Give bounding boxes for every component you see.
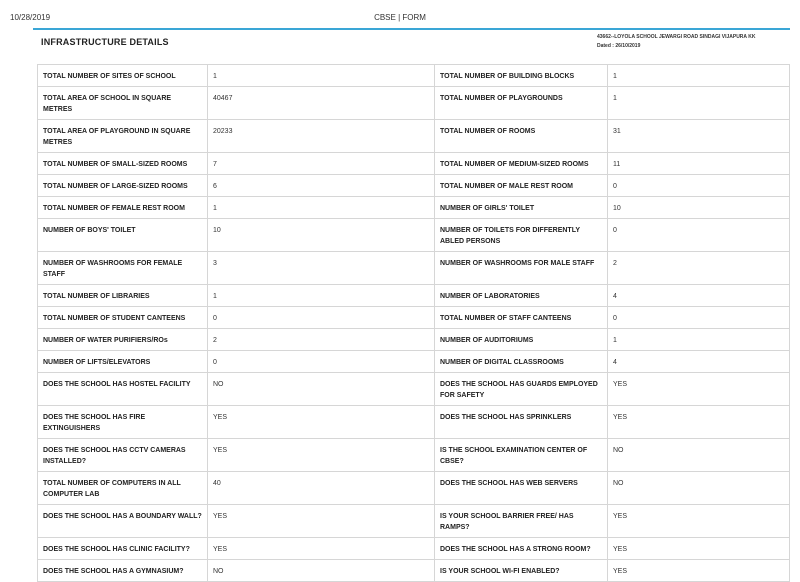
field-value: NO — [608, 472, 790, 505]
field-value: 2 — [208, 329, 435, 351]
table-row — [38, 87, 790, 120]
field-value: 0 — [208, 307, 435, 329]
field-value: NO — [208, 373, 435, 406]
field-value: 7 — [208, 153, 435, 175]
field-value: YES — [208, 538, 435, 560]
table-row — [38, 505, 790, 538]
field-value: 2 — [608, 252, 790, 285]
field-value: YES — [608, 406, 790, 439]
field-label: TOTAL NUMBER OF FEMALE REST ROOM — [38, 197, 208, 219]
table-row — [38, 406, 790, 439]
field-value: NO — [608, 439, 790, 472]
section-title: INFRASTRUCTURE DETAILS — [41, 37, 169, 47]
field-label: NUMBER OF TOILETS FOR DIFFERENTLY ABLED PERSONS — [435, 219, 608, 252]
field-label: DOES THE SCHOOL HAS SPRINKLERS — [435, 406, 608, 439]
field-label: DOES THE SCHOOL HAS HOSTEL FACILITY — [38, 373, 208, 406]
field-label: TOTAL NUMBER OF BUILDING BLOCKS — [435, 65, 608, 87]
table-row — [38, 197, 790, 219]
page-header-title: CBSE | FORM — [374, 13, 426, 22]
field-label: TOTAL NUMBER OF STUDENT CANTEENS — [38, 307, 208, 329]
field-value: 10 — [608, 197, 790, 219]
field-label: NUMBER OF DIGITAL CLASSROOMS — [435, 351, 608, 373]
field-label: TOTAL AREA OF SCHOOL IN SQUARE METRES — [38, 87, 208, 120]
field-label: TOTAL NUMBER OF SMALL-SIZED ROOMS — [38, 153, 208, 175]
field-value: 3 — [208, 252, 435, 285]
table-row — [38, 285, 790, 307]
field-label: IS YOUR SCHOOL BARRIER FREE/ HAS RAMPS? — [435, 505, 608, 538]
school-name-code: 43662--LOYOLA SCHOOL JEWARGI ROAD SINDAGI VIJAPURA KK — [597, 34, 756, 40]
field-label: DOES THE SCHOOL HAS A GYMNASIUM? — [38, 560, 208, 582]
field-label: IS THE SCHOOL EXAMINATION CENTER OF CBSE? — [435, 439, 608, 472]
field-value: 1 — [208, 197, 435, 219]
header-divider — [33, 28, 790, 30]
field-value: 11 — [608, 153, 790, 175]
field-value: NO — [208, 560, 435, 582]
table-row — [38, 351, 790, 373]
field-label: TOTAL NUMBER OF ROOMS — [435, 120, 608, 153]
field-label: NUMBER OF LIFTS/ELEVATORS — [38, 351, 208, 373]
field-value: 1 — [608, 329, 790, 351]
field-label: TOTAL AREA OF PLAYGROUND IN SQUARE METRES — [38, 120, 208, 153]
infrastructure-table-body — [38, 65, 790, 582]
field-label: NUMBER OF LABORATORIES — [435, 285, 608, 307]
field-label: DOES THE SCHOOL HAS FIRE EXTINGUISHERS — [38, 406, 208, 439]
field-value: YES — [608, 560, 790, 582]
school-info — [597, 33, 787, 51]
field-value: YES — [208, 406, 435, 439]
table-row — [38, 120, 790, 153]
field-value: YES — [208, 439, 435, 472]
table-row — [38, 538, 790, 560]
field-value: 0 — [608, 219, 790, 252]
field-value: 6 — [208, 175, 435, 197]
field-value: 20233 — [208, 120, 435, 153]
infrastructure-table — [37, 64, 790, 582]
field-label: DOES THE SCHOOL HAS A BOUNDARY WALL? — [38, 505, 208, 538]
field-value: YES — [208, 505, 435, 538]
table-row — [38, 439, 790, 472]
field-label: TOTAL NUMBER OF SITES OF SCHOOL — [38, 65, 208, 87]
field-label: DOES THE SCHOOL HAS A STRONG ROOM? — [435, 538, 608, 560]
field-label: DOES THE SCHOOL HAS CCTV CAMERAS INSTALLED? — [38, 439, 208, 472]
field-label: NUMBER OF WATER PURIFIERS/ROs — [38, 329, 208, 351]
print-date: 10/28/2019 — [10, 13, 51, 22]
table-row — [38, 252, 790, 285]
field-value: 31 — [608, 120, 790, 153]
field-label: DOES THE SCHOOL HAS WEB SERVERS — [435, 472, 608, 505]
field-value: 1 — [608, 65, 790, 87]
field-label: NUMBER OF AUDITORIUMS — [435, 329, 608, 351]
field-label: NUMBER OF WASHROOMS FOR MALE STAFF — [435, 252, 608, 285]
field-value: YES — [608, 538, 790, 560]
field-value: 1 — [208, 65, 435, 87]
field-label: DOES THE SCHOOL HAS GUARDS EMPLOYED FOR SAFETY — [435, 373, 608, 406]
field-label: TOTAL NUMBER OF COMPUTERS IN ALL COMPUTER LAB — [38, 472, 208, 505]
field-value: 40 — [208, 472, 435, 505]
dated-label: Dated : 26/10/2019 — [597, 43, 641, 49]
field-value: YES — [608, 373, 790, 406]
field-label: TOTAL NUMBER OF STAFF CANTEENS — [435, 307, 608, 329]
field-label: NUMBER OF BOYS' TOILET — [38, 219, 208, 252]
field-value: 4 — [608, 351, 790, 373]
table-row — [38, 153, 790, 175]
table-row — [38, 329, 790, 351]
field-value: YES — [608, 505, 790, 538]
field-value: 4 — [608, 285, 790, 307]
field-label: DOES THE SCHOOL HAS CLINIC FACILITY? — [38, 538, 208, 560]
field-label: NUMBER OF GIRLS' TOILET — [435, 197, 608, 219]
table-row — [38, 472, 790, 505]
field-value: 0 — [608, 175, 790, 197]
table-row — [38, 65, 790, 87]
field-label: TOTAL NUMBER OF LIBRARIES — [38, 285, 208, 307]
table-row — [38, 373, 790, 406]
field-value: 1 — [608, 87, 790, 120]
field-value: 1 — [208, 285, 435, 307]
table-row — [38, 175, 790, 197]
field-label: TOTAL NUMBER OF PLAYGROUNDS — [435, 87, 608, 120]
field-value: 0 — [608, 307, 790, 329]
field-value: 10 — [208, 219, 435, 252]
table-row — [38, 307, 790, 329]
field-label: TOTAL NUMBER OF LARGE-SIZED ROOMS — [38, 175, 208, 197]
table-row — [38, 219, 790, 252]
field-label: TOTAL NUMBER OF MEDIUM-SIZED ROOMS — [435, 153, 608, 175]
field-label: TOTAL NUMBER OF MALE REST ROOM — [435, 175, 608, 197]
field-value: 40467 — [208, 87, 435, 120]
field-label: IS YOUR SCHOOL WI-FI ENABLED? — [435, 560, 608, 582]
field-value: 0 — [208, 351, 435, 373]
field-label: NUMBER OF WASHROOMS FOR FEMALE STAFF — [38, 252, 208, 285]
